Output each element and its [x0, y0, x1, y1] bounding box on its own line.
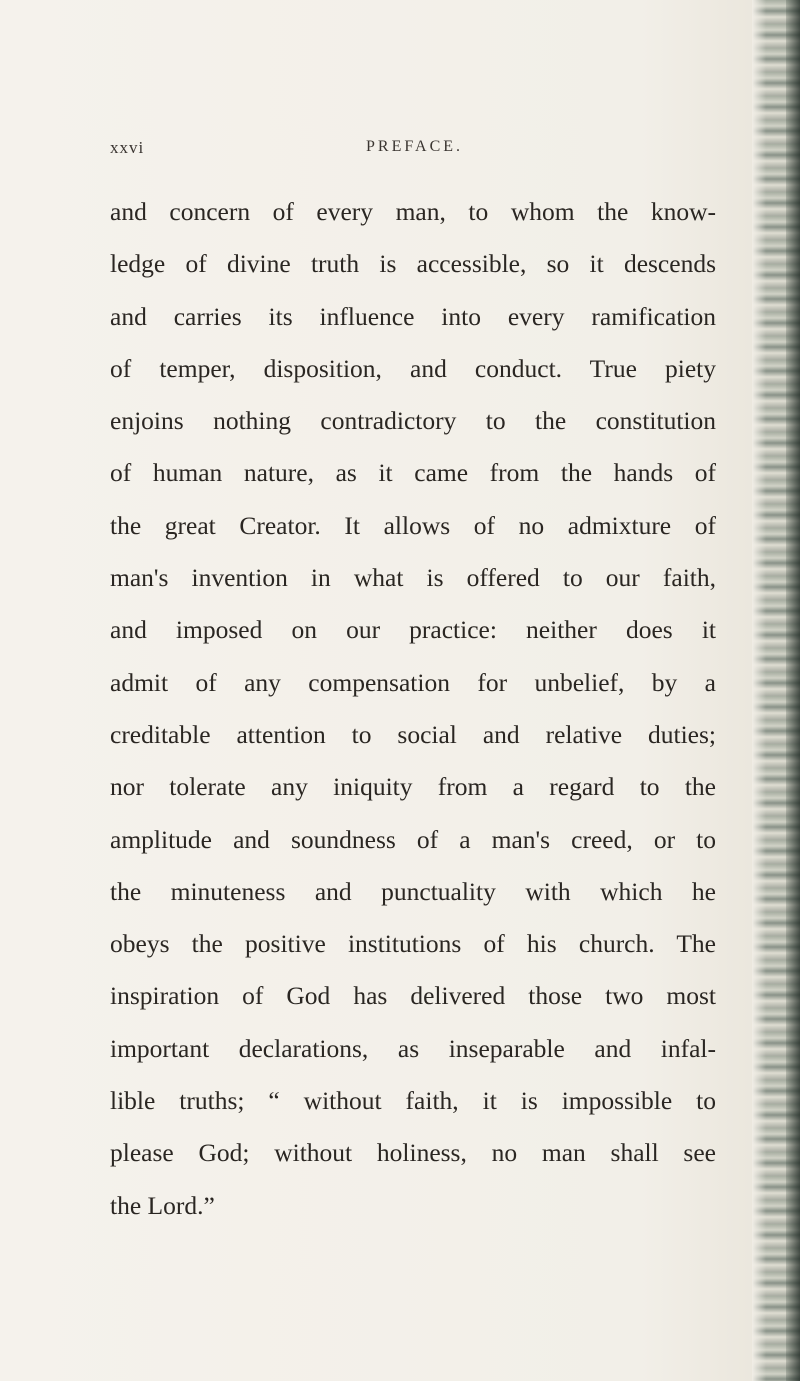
text-line: the Lord.”: [110, 1190, 215, 1220]
running-title: PREFACE.: [366, 138, 464, 155]
text-line: of temper, disposition, and conduct. True piety: [110, 353, 716, 383]
text-line: the great Creator. It allows of no admixture of: [110, 510, 716, 540]
text-line: ledge of divine truth is accessible, so it descends: [110, 249, 716, 279]
body-text: [110, 186, 716, 1232]
text-line: and carries its influence into every ramification: [110, 301, 716, 331]
text-line: and imposed on our practice: neither does it: [110, 615, 716, 645]
text-line: man's invention in what is offered to our faith,: [110, 563, 716, 593]
text-line: amplitude and soundness of a man's creed, or to: [110, 824, 716, 854]
running-head: [110, 138, 730, 168]
text-line: admit of any compensation for unbelief, by a: [110, 667, 716, 697]
text-line: creditable attention to social and relative duties;: [110, 719, 716, 749]
text-line: lible truths; “ without faith, it is impossible to: [110, 1086, 716, 1116]
text-line: enjoins nothing contradictory to the constitution: [110, 406, 716, 436]
text-line: inspiration of God has delivered those two most: [110, 981, 716, 1011]
text-line: the minuteness and punctuality with which he: [110, 876, 716, 906]
text-line: of human nature, as it came from the hands of: [110, 458, 716, 488]
text-line: and concern of every man, to whom the know-: [110, 197, 716, 226]
text-line: please God; without holiness, no man shall see: [110, 1138, 716, 1168]
text-line: nor tolerate any iniquity from a regard to the: [110, 772, 716, 802]
text-line: obeys the positive institutions of his church. The: [110, 929, 716, 959]
text-line: important declarations, as inseparable and infal-: [110, 1033, 716, 1063]
page-binding-shadow: [786, 0, 800, 1381]
page-number: xxvi: [110, 138, 145, 157]
